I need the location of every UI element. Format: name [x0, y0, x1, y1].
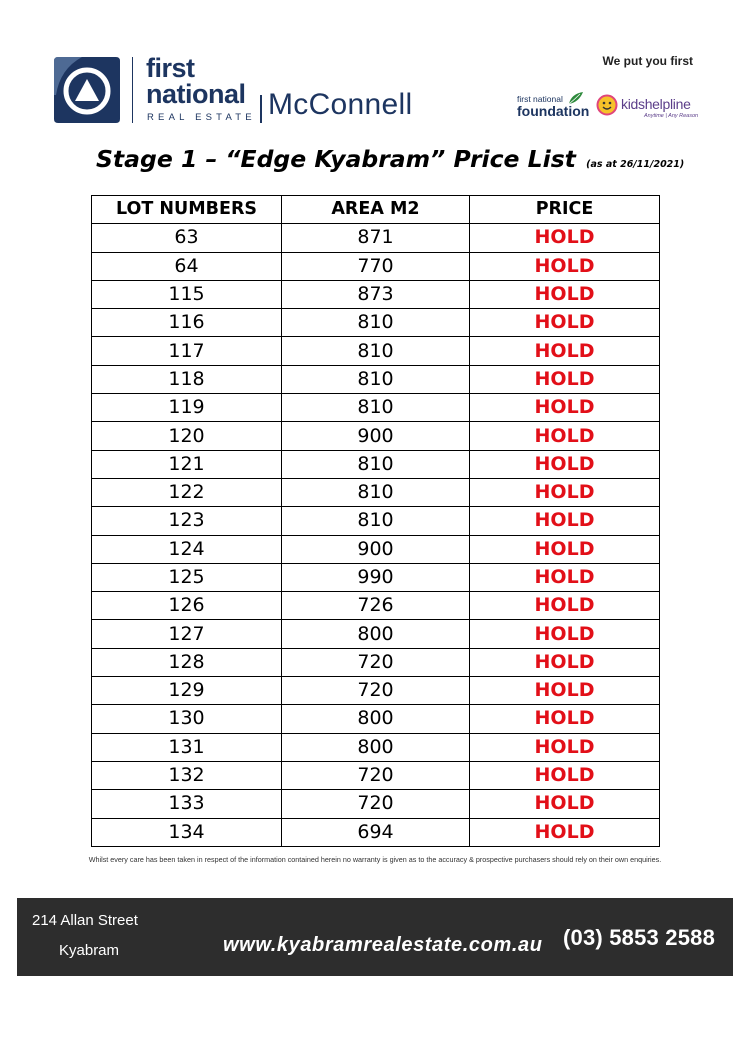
price-cell: HOLD: [470, 761, 660, 789]
price-cell: HOLD: [470, 790, 660, 818]
foundation-logo[interactable]: [517, 92, 597, 122]
table-row: [92, 337, 660, 365]
price-cell: HOLD: [470, 365, 660, 393]
lot-number-cell: 116: [92, 309, 282, 337]
table-row: [92, 309, 660, 337]
lot-number-cell: 122: [92, 478, 282, 506]
price-cell: HOLD: [470, 705, 660, 733]
area-cell: 900: [282, 422, 470, 450]
area-cell: 800: [282, 620, 470, 648]
lot-number-cell: 128: [92, 648, 282, 676]
price-cell: HOLD: [470, 422, 660, 450]
lot-number-cell: 130: [92, 705, 282, 733]
area-cell: 871: [282, 224, 470, 252]
price-cell: HOLD: [470, 394, 660, 422]
brand-national: national: [146, 79, 246, 109]
brand-subtitle: REAL ESTATE: [147, 112, 256, 123]
area-cell: 800: [282, 733, 470, 761]
table-row: [92, 677, 660, 705]
area-cell: 900: [282, 535, 470, 563]
price-cell: HOLD: [470, 478, 660, 506]
price-cell: HOLD: [470, 280, 660, 308]
table-row: [92, 790, 660, 818]
table-body: [92, 224, 660, 847]
table-row: [92, 394, 660, 422]
table-row: [92, 478, 660, 506]
lot-number-cell: 125: [92, 563, 282, 591]
header: [50, 50, 705, 130]
price-cell: HOLD: [470, 252, 660, 280]
lot-number-cell: 120: [92, 422, 282, 450]
column-header-price: PRICE: [470, 196, 660, 224]
foundation-big-text: foundation: [517, 103, 590, 119]
area-cell: 810: [282, 337, 470, 365]
table-row: [92, 761, 660, 789]
table-row: [92, 252, 660, 280]
table-row: [92, 648, 660, 676]
brand-office: McConnell: [268, 88, 413, 121]
lot-number-cell: 115: [92, 280, 282, 308]
table-row: [92, 280, 660, 308]
table-row: [92, 733, 660, 761]
table-row: [92, 535, 660, 563]
tagline: We put you first: [602, 54, 693, 68]
table-row: [92, 365, 660, 393]
website-link[interactable]: www.kyabramrealestate.com.au: [223, 934, 543, 956]
table-row: [92, 563, 660, 591]
price-cell: HOLD: [470, 677, 660, 705]
price-cell: HOLD: [470, 507, 660, 535]
area-cell: 770: [282, 252, 470, 280]
lot-number-cell: 134: [92, 818, 282, 846]
price-cell: HOLD: [470, 535, 660, 563]
lot-number-cell: 64: [92, 252, 282, 280]
lot-number-cell: 129: [92, 677, 282, 705]
foundation-small-text: first national: [517, 94, 563, 104]
office-divider: [260, 95, 262, 123]
area-cell: 720: [282, 648, 470, 676]
lot-number-cell: 132: [92, 761, 282, 789]
disclaimer: Whilst every care has been taken in respect of the information contained herein no warranty is given as to the accuracy & prospective purchasers should rely on their own enquiries.: [88, 855, 662, 864]
page-title-main: Stage 1 – “Edge Kyabram” Price List: [96, 145, 576, 173]
price-cell: HOLD: [470, 733, 660, 761]
area-cell: 810: [282, 394, 470, 422]
price-cell: HOLD: [470, 224, 660, 252]
lot-number-cell: 126: [92, 592, 282, 620]
area-cell: 810: [282, 478, 470, 506]
lot-number-cell: 119: [92, 394, 282, 422]
price-cell: HOLD: [470, 818, 660, 846]
column-header-area: AREA M2: [282, 196, 470, 224]
price-list-table: [91, 195, 660, 847]
kids-helpline-text: kidshelpline: [621, 96, 691, 112]
price-cell: HOLD: [470, 620, 660, 648]
lot-number-cell: 127: [92, 620, 282, 648]
address-line-1: 214 Allan Street: [32, 912, 138, 929]
table-row: [92, 422, 660, 450]
area-cell: 873: [282, 280, 470, 308]
lot-number-cell: 63: [92, 224, 282, 252]
price-cell: HOLD: [470, 592, 660, 620]
lot-number-cell: 117: [92, 337, 282, 365]
lot-number-cell: 124: [92, 535, 282, 563]
price-cell: HOLD: [470, 337, 660, 365]
area-cell: 810: [282, 365, 470, 393]
footer-bar: [17, 898, 733, 976]
area-cell: 810: [282, 309, 470, 337]
area-cell: 694: [282, 818, 470, 846]
lot-number-cell: 118: [92, 365, 282, 393]
table-row: [92, 507, 660, 535]
brand-first: first: [146, 53, 195, 83]
area-cell: 720: [282, 677, 470, 705]
table-row: [92, 620, 660, 648]
area-cell: 810: [282, 507, 470, 535]
table-row: [92, 450, 660, 478]
address-line-2: Kyabram: [59, 942, 120, 959]
price-cell: HOLD: [470, 309, 660, 337]
kids-helpline-logo-icon: [596, 94, 618, 116]
lot-number-cell: 133: [92, 790, 282, 818]
table-row: [92, 705, 660, 733]
area-cell: 990: [282, 563, 470, 591]
column-header-lot: LOT NUMBERS: [92, 196, 282, 224]
area-cell: 720: [282, 790, 470, 818]
lot-number-cell: 123: [92, 507, 282, 535]
table-row: [92, 818, 660, 846]
first-national-logo-icon: [52, 55, 122, 125]
area-cell: 720: [282, 761, 470, 789]
as-at-date: (as at 26/11/2021): [586, 159, 685, 170]
area-cell: 800: [282, 705, 470, 733]
kids-helpline-sub: Anytime | Any Reason: [644, 113, 699, 119]
page-title: [96, 145, 696, 173]
lot-number-cell: 131: [92, 733, 282, 761]
table-row: [92, 592, 660, 620]
area-cell: 810: [282, 450, 470, 478]
phone-number[interactable]: (03) 5853 2588: [563, 925, 716, 950]
area-cell: 726: [282, 592, 470, 620]
table-row: [92, 224, 660, 252]
table-header-row: [92, 196, 660, 224]
price-cell: HOLD: [470, 563, 660, 591]
brand-logo[interactable]: [50, 55, 420, 125]
price-cell: HOLD: [470, 450, 660, 478]
lot-number-cell: 121: [92, 450, 282, 478]
price-cell: HOLD: [470, 648, 660, 676]
brand-divider: [132, 57, 133, 123]
kids-helpline-logo[interactable]: [596, 92, 706, 122]
